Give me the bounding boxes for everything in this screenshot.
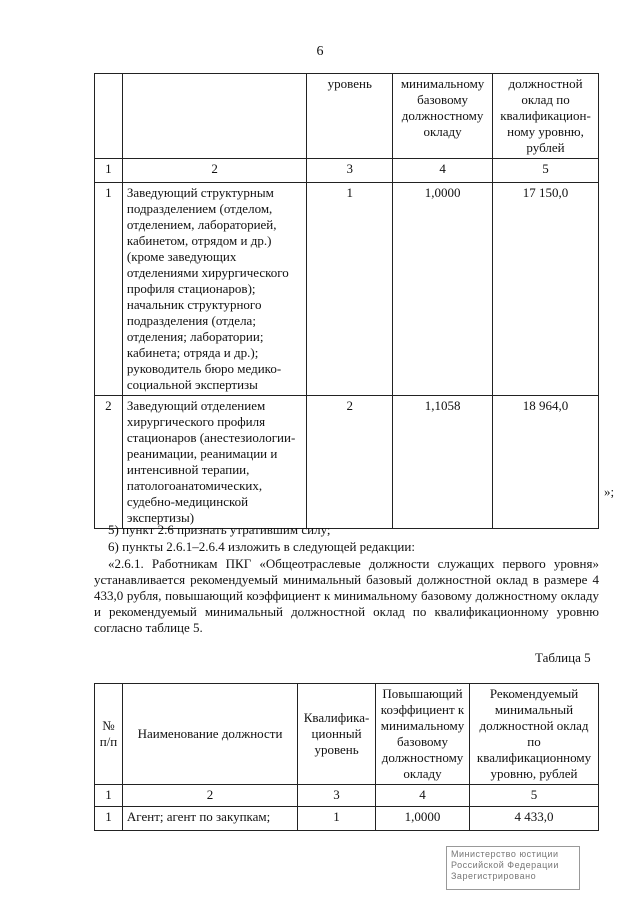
table-header-row [95, 74, 599, 159]
stamp-line: Зарегистрировано [451, 871, 537, 881]
index-cell: 3 [307, 159, 393, 183]
salary: 17 150,0 [493, 183, 599, 396]
index-cell: 5 [493, 159, 599, 183]
index-cell: 4 [393, 159, 493, 183]
coefficient: 1,0000 [376, 807, 470, 831]
index-cell: 1 [95, 785, 123, 807]
table-index-row [95, 785, 599, 807]
qualification-level: 2 [307, 396, 393, 529]
header-number: № п/п [95, 684, 123, 785]
index-cell: 1 [95, 159, 123, 183]
position-name: Заведующий отделением хирургического профиля стационаров (анестезиологии-реанимации, реанимации и интенсивной терапии, патологоанатомических, судебно-медицинской экспертизы) [122, 396, 307, 529]
header-level: Квалифика-ционный уровень [298, 684, 376, 785]
qualification-level: 1 [307, 183, 393, 396]
table-row [95, 807, 599, 831]
header-cell: должностной оклад по квалификацион-ному уровню, рублей [493, 74, 599, 159]
index-cell: 2 [122, 159, 307, 183]
closing-quote: »; [604, 484, 615, 499]
row-number: 1 [95, 807, 123, 831]
header-cell [95, 74, 123, 159]
index-cell: 3 [298, 785, 376, 807]
position-name: Агент; агент по закупкам; [122, 807, 297, 831]
paragraph-2-6-1: «2.6.1. Работникам ПКГ «Общеотраслевые должности служащих первого уровня» устанавливается рекомендуемый минимальный базовый должностной оклад в размере 4 433,0 рубля, повышающий коэффициент к минимальному базовому должностному окладу и рекомендуемый минимальный должностной оклад по квалификационному уровню согласно таблице 5. [94, 556, 599, 635]
stamp-line: Министерство юстиции [451, 849, 559, 859]
row-number: 2 [95, 396, 123, 529]
page-number: 6 [316, 44, 324, 59]
coefficient: 1,0000 [393, 183, 493, 396]
registration-stamp [446, 846, 580, 890]
index-cell: 5 [470, 785, 599, 807]
salary: 4 433,0 [470, 807, 599, 831]
table-header-row [95, 684, 599, 785]
qualification-level: 1 [298, 807, 376, 831]
position-name: Заведующий структурным подразделением (отделом, отделением, лабораторией, кабинетом, отрядом и др.) (кроме заведующих отделениями хирургического профиля стационаров); начальник структурного подразделения (отдела; отделения; лаборатории; кабинета; отряда и др.); руководитель бюро медико-социальной экспертизы [122, 183, 307, 396]
table-row [95, 183, 599, 396]
stamp-line: Российской Федерации [451, 860, 559, 870]
row-number: 1 [95, 183, 123, 396]
index-cell: 2 [122, 785, 297, 807]
header-salary: Рекомендуемый минимальный должностной оклад по квалификационному уровню, рублей [470, 684, 599, 785]
paragraph-item-6: 6) пункты 2.6.1–2.6.4 изложить в следующей редакции: [108, 539, 415, 554]
header-cell: уровень [307, 74, 393, 159]
table-row [95, 396, 599, 529]
salary: 18 964,0 [493, 396, 599, 529]
coefficient: 1,1058 [393, 396, 493, 529]
header-cell [122, 74, 307, 159]
header-coefficient: Повышающий коэффициент к минимальному базовому должностному окладу [376, 684, 470, 785]
table-index-row [95, 159, 599, 183]
salary-table-continued [94, 73, 599, 529]
header-position: Наименование должности [122, 684, 297, 785]
header-cell: минимальному базовому должностному окладу [393, 74, 493, 159]
paragraph-item-5: 5) пункт 2.6 признать утратившим силу; [108, 522, 331, 537]
table-5-label: Таблица 5 [535, 650, 591, 665]
salary-table-5 [94, 683, 599, 831]
index-cell: 4 [376, 785, 470, 807]
